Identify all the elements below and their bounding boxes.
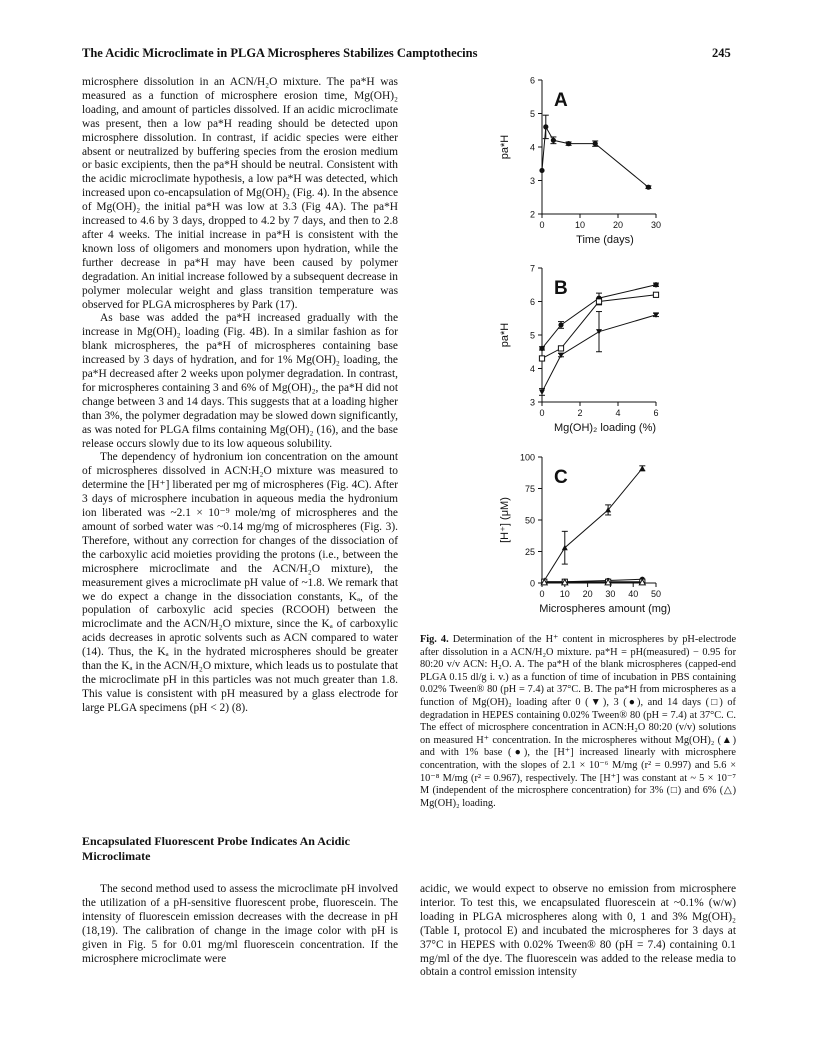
panel-b-xtick-label: 2 [577,408,583,418]
panel-c-ylabel: [H⁺] (μM) [499,497,511,543]
panel-c-xtick-label: 30 [605,589,616,599]
panel-b-series-1-point [558,322,563,327]
panel-c-xtick-label: 10 [559,589,570,599]
panel-c-xlabel: Microspheres amount (mg) [539,603,671,615]
panel-b-xtick-label: 6 [653,408,659,418]
panel-b-xtick-label: 0 [539,408,545,418]
panel-c-xtick-label: 0 [539,589,545,599]
panel-a-series-0-point [539,168,544,173]
panel-a-xtick-label: 10 [574,220,586,230]
panel-b-series-2-point [558,346,563,351]
panel-b-label: B [554,278,568,299]
panel-a-ytick-label: 4 [529,142,535,153]
panel-a-xtick-label: 30 [650,220,662,230]
panel-a-series-0-point [543,124,548,129]
panel-a-ytick-label: 3 [529,176,535,186]
panel-a-xtick-label: 0 [539,220,545,230]
panel-b-series-1-point [539,346,544,351]
panel-b-series-1-point [653,282,658,287]
panel-a-series-0-line [542,127,648,187]
running-header: The Acidic Microclimate in PLGA Microspheres Stabilizes Camptothecins [82,46,478,60]
paragraph-3: The dependency of hydronium ion concentration on the amount of microspheres dissolved in ACN:H₂O mixture was measured to determine the [H⁺] liberated per mg of microspheres (Fig. 4C). After 3 days of microsphere incubation in aqueous media the hydronium ion liberated was ~2.1 × 10⁻⁹ mole/mg of microspheres and the amount of sorbed water was ~0.14 mg/mg of microspheres (Fig. 3). Therefore, without any correction for changes of the dissociation of the carboxylic acid moieties providing the protons (i.e., between the microsphere microclimate and the ACN/H₂O mixture), the measurement gives a microclimate pH value of ~1.8. We remark that we do expect a change in the dissociation constants, Kₐ, of the population of carboxylic acid species (RCOOH) between the microclimate and the ACN/H₂O mixture, since the Kₐ of carboxylic acids decreases in aprotic solvents such as ACN compared to water (14). Thus, the Kₐ in the hydrated microspheres should be greater than the Kₐ in the ACN/H₂O mixture, which leads us to postulate that the microclimate pH in this particles was not much greater than 1.8. This value is consistent with pH measured by a glass electrode for large PLGA specimens (pH < 2) (8). [82,451,398,714]
panel-b-series-2-point [596,299,601,304]
paragraph-2: As base was added the pa*H increased gradually with the increase in Mg(OH)₂ loading (Fig. 4B). In a similar fashion as for blank microspheres, the pa*H of microspheres containing base increased by 3 days of hydration, and for 1% Mg(OH)₂ loading, the pa*H decreased after 2 weeks upon polymer degradation. In contrast, for microspheres containing 3 and 6% of Mg(OH)₂, the pa*H did not change between 3 and 14 days. This suggests that at a loading higher than 3%, the polymer degradation may be slowed down significantly, as was noted for PLGA films containing Mg(OH)₂ (16), and the base release occurs slowly due to its low aqueous solubility. [82,312,398,450]
panel-a-ylabel: pa*H [499,134,511,160]
caption-label: Fig. 4. [420,634,449,645]
panel-a-ytick-label: 6 [529,75,535,86]
panel-a-label: A [554,90,568,111]
section-left-text [82,883,398,966]
section-paragraph-left: The second method used to assess the microclimate pH involved the utilization of a pH-sensitive fluorescent probe, fluorescein. The intensity of fluorescein emission decreases with the decrease in pH (18,19). The calibration of change in the image color with pH is given in Fig. 5 for 0.01 mg/ml fluorescein concentration. If the microsphere microclimate were [82,883,398,965]
panel-b-ylabel: pa*H [499,322,511,348]
panel-a-series-0-point [593,141,598,146]
panel-c-ytick-label: 50 [524,515,535,526]
panel-b-ytick-label: 4 [529,364,535,374]
paragraph-1: microsphere dissolution in an ACN/H₂O mixture. The pa*H was measured as a function of microsphere erosion time, Mg(OH)₂ loading, and amount of particles dissolved. If an acidic microclimate was present, then a low pa*H reading should be detected upon microsphere dissolution. In contrast, if acidic species were either absent or neutralized by buffering species from the erosion medium or basic excipients, then the pa*H should be neutral. Consistent with the acidic microclimate hypothesis, a low pa*H was detected, which increased upon co-encapsulation of Mg(OH)₂ (Fig. 4). In the absence of Mg(OH)₂ the initial pa*H was low at 3.3 (Fig 4A). The pa*H increased to 4.6 by 3 days, dropped to 4.2 by 7 days, and then to 2.8 after 4 weeks. The initial increase in pa*H is consistent with the known loss of oligomers and monomers upon hydration, while the further decrease in pa*H may have been caused by polymer degradation. An initial increase followed by a subsequent decrease in polymer molecular weight and glass transition temperature was observed for PLGA microspheres by Park (17). [82,76,398,311]
caption-text: Determination of the H⁺ content in microspheres by pH-electrode after dissolution in a ACN/H₂O mixture. pa*H = pH(measured) − 0.95 for 80:20 v/v ACN: H₂O. A. The pa*H of the blank microspheres (capped-end PLGA 0.15 dl/g i. v.) as a function of time of incubation in PBS containing 0.02% Tween® 80 (pH = 7.4) at 37°C. B. The pa*H from microspheres as a function of Mg(OH)₂ loading after 0 (▼), 3 (●), and 14 days (□) of degradation in HEPES containing 0.02% Tween® 80 (pH = 7.4) at 37°C. C. The effect of microsphere concentration in ACN:H₂O 80:20 (v/v) solutions on measured H⁺ concentration. In the microspheres without Mg(OH)₂ (▲) and with 1% base (●), the [H⁺] increased linearly with microsphere concentration, with the slopes of 2.1 × 10⁻⁶ M/mg (r² = 0.997) and 5.6 × 10⁻⁸ M/mg (r² = 0.967), respectively. The [H⁺] was constant at ~ 5 × 10⁻⁷ M (independent of the microsphere concentration) for 3% (□) and 6% (△) Mg(OH)₂ loading. [420,634,737,809]
panel-b-series-2-point [653,292,658,297]
panel-a-series-0-point [566,141,571,146]
panel-c-xtick-label: 50 [650,589,662,599]
figure-4 [440,70,700,635]
panel-b-ytick-label: 5 [529,330,535,341]
panel-a-xtick-label: 20 [612,220,624,230]
section-heading: Encapsulated Fluorescent Probe Indicates An Acidic Microclimate [82,834,350,863]
left-column [82,76,398,716]
panel-a-xlabel: Time (days) [576,234,634,246]
panel-b-ytick-label: 3 [529,397,535,408]
panel-c-ytick-label: 100 [519,452,535,463]
panel-b-series-0-point [539,389,545,395]
section-paragraph-right: acidic, we would expect to observe no emission from microsphere interior. To test this, we encapsulated fluorescein at ~0.1% (w/w) loading in PLGA microspheres along with 0, 1 and 3% Mg(OH)₂ (Table I, protocol E) and incubated the microspheres for 3 days at 37°C in HEPES with 0.02% Tween® 80 (pH = 7.4) containing 0.1 mg/ml of the dye. The fluorescein was added to the release media to obtain a control emission intensity [420,883,736,979]
panel-c-xtick-label: 40 [628,589,639,599]
panel-b-xtick-label: 4 [615,408,621,418]
panel-c-ytick-label: 75 [524,484,535,494]
panel-b-ytick-label: 7 [529,263,535,274]
panel-b-series-2-point [539,356,544,361]
figure-4-svg [440,70,700,630]
panel-a-ytick-label: 2 [529,209,535,220]
page-number: 245 [712,46,731,60]
section-right-text [420,883,736,980]
panel-b-ytick-label: 6 [529,297,535,307]
panel-a-series-0-point [646,185,651,190]
figure-caption [420,634,736,810]
panel-c-xtick-label: 20 [582,589,593,599]
panel-a-ytick-label: 5 [529,109,535,119]
panel-c-label: C [554,467,568,488]
panel-b-series-0-point [596,329,602,335]
panel-a-series-0-point [551,138,556,143]
panel-c-ytick-label: 25 [524,547,535,557]
panel-c-ytick-label: 0 [529,578,535,589]
panel-b-xlabel: Mg(OH)₂ loading (%) [553,422,657,434]
